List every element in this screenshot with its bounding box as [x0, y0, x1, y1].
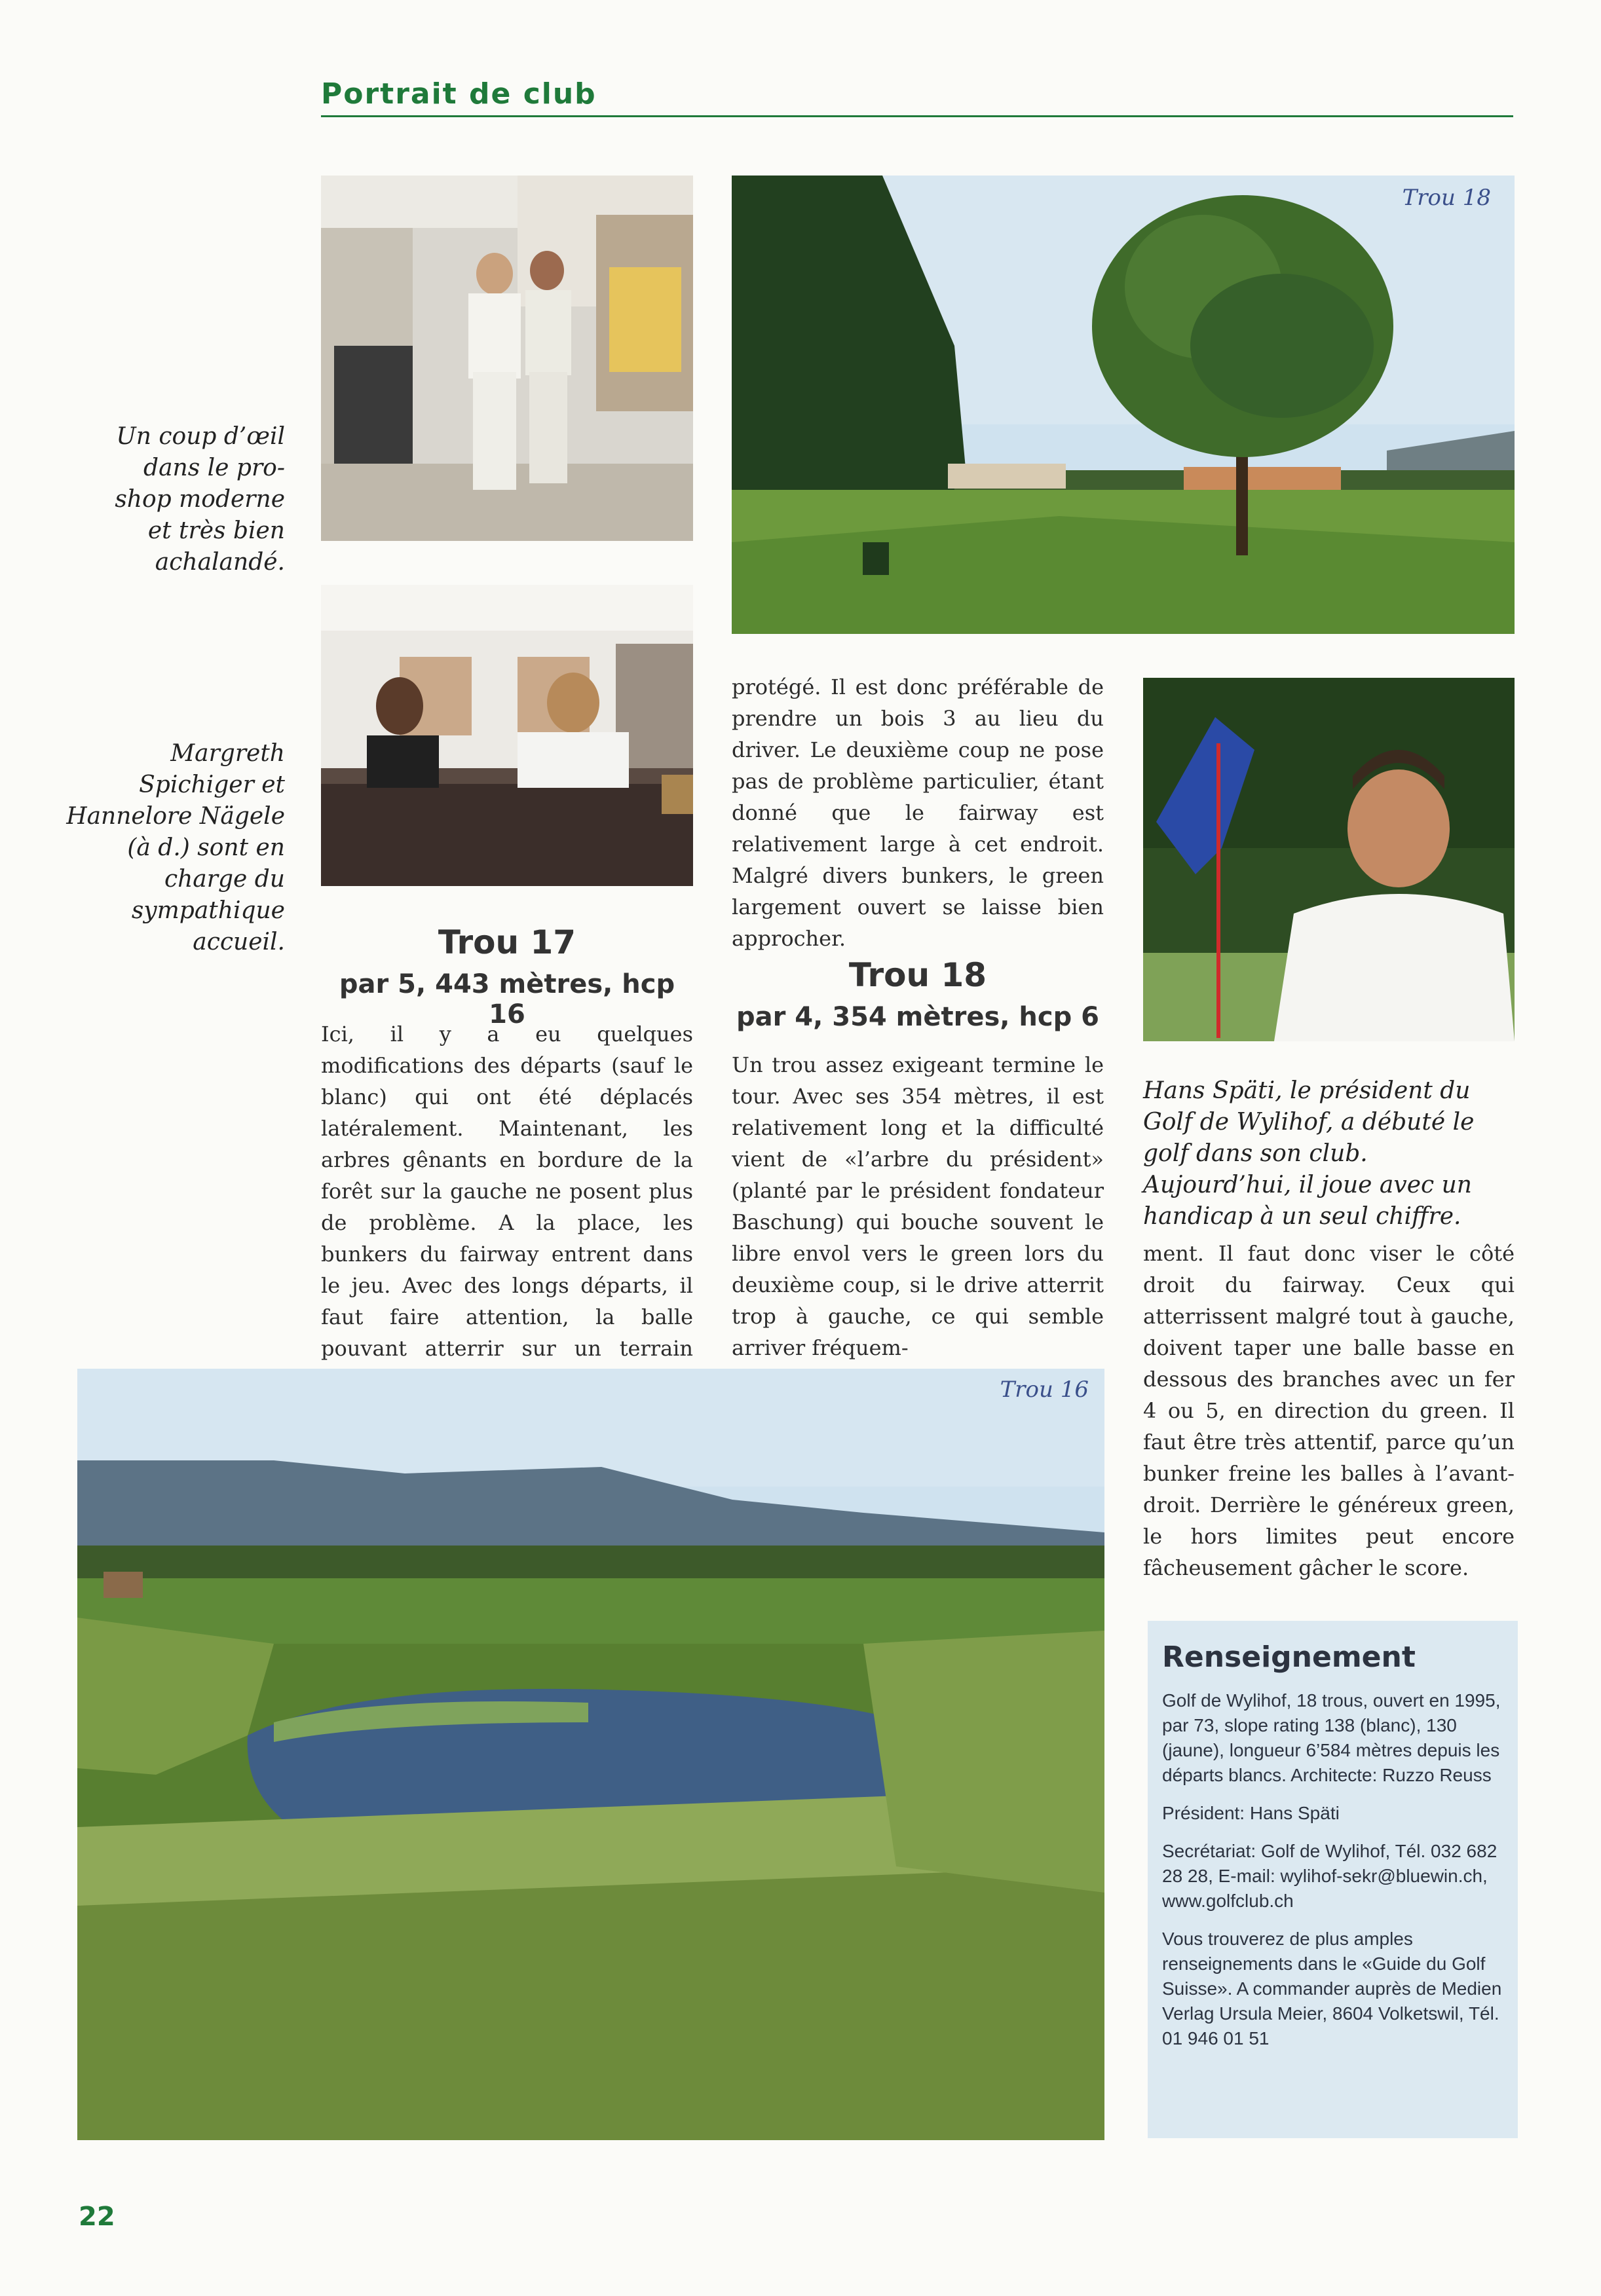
header-rule — [321, 115, 1513, 117]
info-paragraph-3: Secrétariat: Golf de Wylihof, Tél. 032 682 28 28, E-mail: wylihof-sekr@bluewin.ch, www.golfclub.ch — [1162, 1841, 1497, 1911]
president-photo — [1143, 678, 1515, 1041]
hole17-text: Ici, il y a eu quelques modifications des départs (sauf le blanc) qui ont été déplacés latéralement. Maintenant, les arbres gênants en bordure de la forêt sur la gauche ne posent plus de problème. A la place, les bunkers du fairway entrent dans le jeu. Avec des longs départs, il faut faire attention, la balle pouvant atterrir sur un terrain — [321, 1022, 693, 1361]
hole16-label: Trou 16 — [1000, 1377, 1089, 1403]
info-paragraph-2: Président: Hans Späti — [1162, 1803, 1340, 1823]
hole18-photo — [732, 176, 1515, 634]
hole17-title: Trou 17 — [438, 923, 576, 961]
hole18-subtitle: par 4, 354 mètres, hcp 6 — [736, 1002, 1099, 1032]
proshop-photo — [321, 176, 693, 541]
info-title: Renseignement — [1162, 1640, 1416, 1674]
info-box — [1148, 1621, 1518, 2138]
info-paragraph-1: Golf de Wylihof, 18 trous, ouvert en 1995, par 73, slope rating 138 (blanc), 130 (jaune), longueur 6’584 mètres depuis les départs blancs. Architecte: Ruzzo Reuss — [1162, 1690, 1501, 1785]
hole18-label: Trou 18 — [1402, 185, 1491, 211]
president-caption: Hans Späti, le président du Golf de Wylihof, a débuté le golf dans son club. Aujourd’hui, il joue avec un handicap à un seul chiffre. — [1143, 1077, 1475, 1230]
info-paragraph-4: Vous trouverez de plus amples renseignements dans le «Guide du Golf Suisse». A commander auprès de Medien Verlag Ursula Meier, 8604 Volketswil, Tél. 01 946 01 51 — [1162, 1929, 1502, 2048]
hole16-photo — [77, 1369, 1104, 2140]
section-title: Portrait de club — [321, 77, 597, 111]
page-number: 22 — [79, 2202, 115, 2232]
reception-caption: Margreth Spichiger et Hannelore Nägele (à d.) sont en charge du sympathique accueil. — [66, 740, 285, 955]
col3-text: ment. Il faut donc viser le côté droit du fairway. Ceux qui atterrissent malgré tout à gauche, doivent taper une balle basse en dessous des branches avec un fer 4 ou 5, en direction du green. Il faut être très attentif, parce qu’un bunker freine les balles à l’avant-droit. Derrière le généreux green, le hors limites peut encore fâcheusement gâcher le score. — [1143, 1241, 1515, 1580]
hole18-title: Trou 18 — [848, 956, 987, 994]
hole18-text: Un trou assez exigeant termine le tour. Avec ses 354 mètres, il est relativement long et la difficulté vient de «l’arbre du président» (planté par le président fondateur Baschung) qui bouche souvent le libre envol vers le green lors du deuxième coup, si le drive atterrit trop à gauche, ce qui semble arriver fréquem- — [732, 1052, 1104, 1360]
proshop-caption: Un coup d’œil dans le pro-shop moderne et très bien achalandé. — [115, 423, 285, 576]
reception-photo — [321, 585, 693, 886]
hole17-subtitle: par 5, 443 mètres, hcp 16 — [339, 969, 675, 1029]
col2-top-text: protégé. Il est donc préférable de prendre un bois 3 au lieu du driver. Le deuxième coup ne pose pas de problème particulier, étant donné que le fairway est relativement large à cet endroit. Malgré divers bunkers, le green largement ouvert se laisse bien approcher. — [732, 675, 1104, 951]
